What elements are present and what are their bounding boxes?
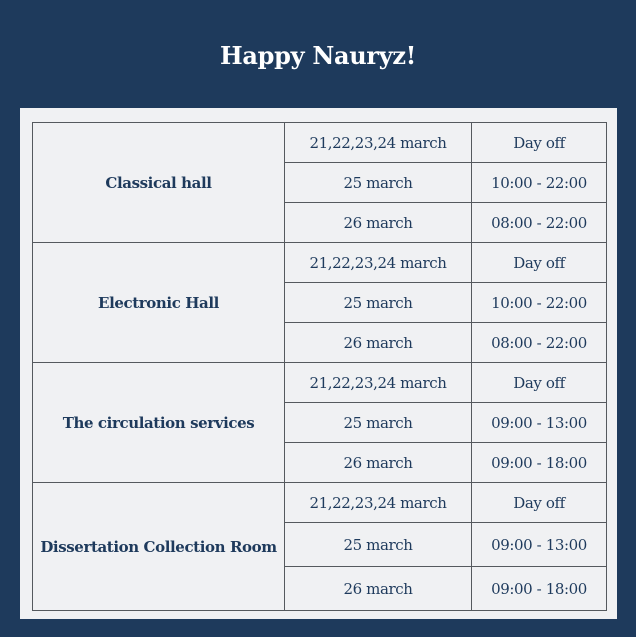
date-cell: 21,22,23,24 march — [285, 123, 472, 163]
date-cell: 26 march — [285, 203, 472, 243]
hours-cell: 10:00 - 22:00 — [472, 283, 607, 323]
date-cell: 25 march — [285, 163, 472, 203]
date-cell: 21,22,23,24 march — [285, 243, 472, 283]
date-cell: 21,22,23,24 march — [285, 363, 472, 403]
hall-name-cell: Classical hall — [33, 123, 285, 243]
hours-cell: 09:00 - 18:00 — [472, 567, 607, 611]
hours-cell: 10:00 - 22:00 — [472, 163, 607, 203]
date-cell: 25 march — [285, 403, 472, 443]
table-row — [33, 363, 607, 403]
hours-cell: 08:00 - 22:00 — [472, 203, 607, 243]
schedule-table — [32, 122, 607, 611]
page-title: Happy Nauryz! — [220, 41, 416, 70]
hall-name-cell: The circulation services — [33, 363, 285, 483]
date-cell: 21,22,23,24 march — [285, 483, 472, 523]
date-cell: 25 march — [285, 283, 472, 323]
hours-cell: 08:00 - 22:00 — [472, 323, 607, 363]
hall-name-cell: Dissertation Collection Room — [33, 483, 285, 611]
hall-name-cell: Electronic Hall — [33, 243, 285, 363]
date-cell: 26 march — [285, 323, 472, 363]
table-row — [33, 483, 607, 523]
date-cell: 25 march — [285, 523, 472, 567]
hours-cell: Day off — [472, 483, 607, 523]
table-row — [33, 243, 607, 283]
hours-cell: Day off — [472, 123, 607, 163]
table-row — [33, 123, 607, 163]
date-cell: 26 march — [285, 567, 472, 611]
date-cell: 26 march — [285, 443, 472, 483]
hours-cell: 09:00 - 18:00 — [472, 443, 607, 483]
hours-cell: Day off — [472, 243, 607, 283]
hours-cell: Day off — [472, 363, 607, 403]
schedule-panel — [20, 108, 617, 619]
hours-cell: 09:00 - 13:00 — [472, 523, 607, 567]
hours-cell: 09:00 - 13:00 — [472, 403, 607, 443]
